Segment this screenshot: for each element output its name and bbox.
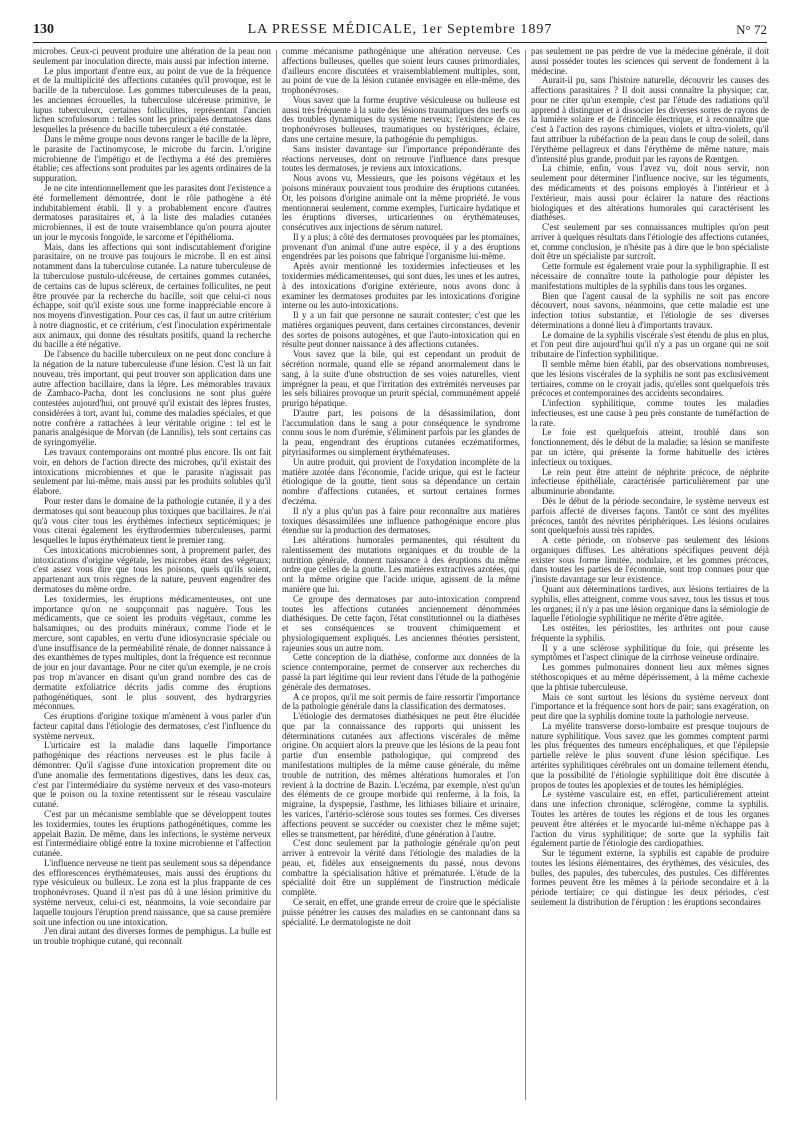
paragraph: Le plus important d'entre eux, au point de vue de la fréquence et de la multiplicité des affections cutanées qu'il provoque, est le bacille de la tuberculose. Les gommes tuberculeuses de la peau, les anciennes écrouelles, la tuberculose ulcéreuse primitive, le lupus tuberculeux, certaines folliculites, représentant l'ancien lichen scrofulosorum : telles sont les principales dermatoses dans lesquelles la présence du bacille tuberculeux a été constatée.	[33, 65, 271, 135]
column-divider	[525, 50, 526, 1100]
paragraph: L'influence nerveuse ne tient pas seulement sous sa dépendance des efflorescences érythémateuses, mais aussi des éruptions du type vésiculeux ou bulleux. Le zona est la plus frappante de ces trophonévroses. Quand il n'est pas dû à une lésion primitive du système nerveux, celui-ci est, néanmoins, la voie secondaire par laquelle toujours l'éruption prend naissance, que sa cause première soit une infection ou une intoxication.	[33, 857, 271, 927]
page-number: 130	[33, 22, 54, 37]
column-divider	[276, 50, 277, 1100]
paragraph: Il y a une sclérose syphilitique du foie, qui présente les symptômes et l'aspect clinique de la cirrhose veineuse ordinaire.	[531, 642, 769, 663]
paragraph: microbes. Ceux-ci peuvent produire une altération de la peau non seulement par inoculation directe, mais aussi par infection interne.	[33, 47, 271, 66]
paragraph: Le système vasculaire est, en effet, particulièrement atteint dans une infection chronique, sclérogène, comme la syphilis. Toutes les artères de toutes les régions et de tous les organes peuvent être altérées et le myocarde lui-même n'échappe pas à l'action du virus syphilitique; de sorte que la syphilis fait également partie de l'étiologie des cardiopathies.	[531, 789, 769, 849]
text-column-1	[33, 47, 271, 1102]
journal-title: LA PRESSE MÉDICALE, 1er Septembre 1897	[247, 22, 553, 37]
paragraph: La myélite transverse dorso-lombaire est presque toujours de nature syphilitique. Vous savez que les gommes comptent parmi les plus fréquentes des tumeurs encéphaliques, et que l'épilepsie partielle relève le plus souvent d'une lésion spécifique. Les artérites syphilitiques cérébrales ont un domaine tellement étendu, que la possibilité de l'étiologie syphilitique doit être discutée à propos de toutes les apoplexies et de toutes les hémiplégies.	[531, 720, 769, 790]
paragraph: Dès le début de la période secondaire, le système nerveux est parfois affecté de diverses façons. Tantôt ce sont des myélites précoces, tantôt des névrites périphériques. Les lésions oculaires sont quelquefois aussi très rapides.	[531, 495, 769, 536]
paragraph: comme mécanisme pathogénique une altération nerveuse. Ces affections bulleuses, quelles que soient leurs causes primordiales, d'ailleurs encore discutées et vraisemblablement multiples, sont, au point de vue de la lésion cutanée envisagée en elle-même, des trophonévroses.	[282, 47, 520, 96]
paragraph: Les toxidermies, les éruptions médicamenteuses, ont une importance qu'on ne soupçonnait pas naguère. Tous les médicaments, que ce soient les produits végétaux, comme les balsamiques, ou des produits minéraux, comme l'iode et le mercure, sont capables, en vertu d'une idiosyncrasie spéciale ou d'une insuffisance de la perméabilité rénale, de donner naissance à des exanthèmes de types multiples, dont la fréquence est reconnue de jour en jour davantage. Pour ne citer qu'un exemple, je ne crois pas trop m'avancer en disant qu'un grand nombre des cas de dermatite exfoliatrice décrits jadis comme des éruptions pathogénétiques, sont le plus souvent, des hydrargyries méconnues.	[33, 593, 271, 712]
paragraph: Les travaux contemporains ont montré plus encore. Ils ont fait voir, en dehors de l'action directe des microbes, qu'il existait des intoxications microbiennes et que le parasite n'agissait pas seulement par lui-même, mais aussi par les produits solubles qu'il élabore.	[33, 447, 271, 497]
paragraph: Vous savez que la bile, qui est cependant un produit de sécrétion normale, quand elle se répand anormalement dans le sang, à la suite d'une obstruction de ses voies naturelles, vient imprégner la peau, et que l'irritation des extrémités nerveuses par les sels biliaires provoque un prurit spécial, communément appelé prurigo hépatique.	[282, 349, 520, 409]
paragraph: C'est par un mécanisme semblable que se développent toutes les toxidermies, toutes les éruptions pathogénétiques, comme les appelait Bazin. De même, dans les infections, le système nerveux est l'intermédiaire obligé entre la toxine microbienne et l'affection cutanée.	[33, 808, 271, 859]
paragraph: Après avoir mentionné les toxidermies infectieuses et les toxidermies médicamenteuses, qui sont dues, les unes et les autres, à des intoxications d'origine extérieure, nous avons donc à examiner les dermatoses produites par les intoxications d'origine interne ou les auto-intoxications.	[282, 261, 520, 311]
paragraph: A ce propos, qu'il me soit permis de faire ressortir l'importance de la pathologie générale dans la classification des dermatoses.	[282, 691, 520, 712]
text-column-2	[282, 47, 520, 1102]
issue-number: N° 72	[736, 22, 767, 37]
paragraph: A cette période, on n'observe pas seulement des lésions organiques diffuses. Les altérations spécifiques peuvent déjà exister sous forme limitée, nodulaire, et les gommes précoces, dans toutes les parties de l'économie, sont trop connues pour que j'insiste davantage sur leur existence.	[531, 535, 769, 585]
paragraph: L'urticaire est la maladie dans laquelle l'importance pathogénique des réactions nerveuses est le plus facile à démontrer. Qu'il s'agisse d'une intoxication proprement dite ou d'une anomalie des fermentations digestives, dans les deux cas, c'est par l'intermédiaire du système nerveux et des vaso-moteurs que le poison ou la toxine retentissent sur le réseau vasculaire cutané.	[33, 740, 271, 810]
paragraph: Il semble même bien établi, par des observations nombreuses, que les lésions viscérales de la syphilis ne sont pas exclusivement tertiaires, comme on le croyait jadis, qu'elles sont quelquefois très précoces et contemporaines des accidents secondaires.	[531, 359, 769, 399]
paragraph: Il y a un fait que personne ne saurait contester; c'est que les matières organiques peuvent, dans certaines circonstances, devenir des sortes de poisons autogènes, et que l'auto-intoxication qui en résulte peut donner naissance à des affections cutanées.	[282, 310, 520, 350]
paragraph: Les gommes pulmonaires donnent lieu aux mêmes signes stéthoscopiques et au même dépérissement, à la même cachexie que la phtisie tuberculeuse.	[531, 662, 769, 692]
paragraph: Le foie est quelquefois atteint, troublé dans son fonctionnement, dès le début de la maladie; sa lésion se manifeste par un ictère, qui présente la forme habituelle des ictères infectieux ou toxiques.	[531, 427, 769, 467]
paragraph: J'en dirai autant des diverses formes de pemphigus. La bulle est un trouble trophique cutané, qui reconnaît	[33, 926, 271, 947]
paragraph: Le domaine de la syphilis viscérale s'est étendu de plus en plus, et l'on peut dire aujourd'hui qu'il n'y a pas un organe qui ne soit tributaire de l'infection syphilitique.	[531, 329, 769, 360]
paragraph: Sur le tégument externe, la syphilis est capable de produire toutes les lésions élémentaires, des érythèmes, des vésicules, des bulles, des papules, des tubercules, des pustules. Ces différentes formes peuvent être les mêmes à la période secondaire et à la période tertiaire; ce qui distingue les deux périodes, c'est seulement la distribution de l'éruption : les éruptions secondaires	[531, 848, 769, 907]
paragraph: Le rein peut être atteint de néphrite précoce, de néphrite infectieuse épithéliale, caractérisée particulièrement par une albuminurie abondante.	[531, 466, 769, 497]
paragraph: Mais ce sont surtout les lésions du système nerveux dont l'importance et la fréquence sont hors de pair; sans exagération, on peut dire que la syphilis domine toute la pathologie nerveuse.	[531, 691, 769, 722]
text-column-3	[531, 47, 769, 1102]
paragraph: Cette conception de la diathèse, conforme aux données de la science contemporaine, permet de conserver aux recherches du passé la part légitime qui leur revient dans l'étude de la pathogénie générale des dermatoses.	[282, 652, 520, 692]
paragraph: Cette formule est également vraie pour la syphiligraphie. Il est nécessaire de connaître toute la pathologie pour dépister les manifestations multiples de la syphilis dans tous les organes.	[531, 261, 769, 291]
paragraph: D'autre part, les poisons de la désassimilation, dont l'accumulation dans le sang a pour conséquence le syndrome connu sous le nom d'urémie, s'éliminent parfois par les glandes de la peau, engendrant des éruptions cutanées eczématiformes, pityriasiformes ou simplement érythémateuses.	[282, 407, 520, 458]
paragraph: Dans le même groupe nous devons ranger le bacille de la lèpre, le parasite de l'actinomycose, le microbe du farcin. L'origine microbienne de l'impétigo et de l'ecthyma a été des premières établie; ces affections sont produites par les agents ordinaires de la suppuration.	[33, 134, 271, 184]
paragraph: Quant aux déterminations tardives, aux lésions tertiaires de la syphilis, elles atteignent, comme vous savez, tous les tissus et tous les organes; il n'y a pas une lésion organique dans la sémiologie de laquelle l'étiologie syphilitique ne mérite d'être agitée.	[531, 583, 769, 624]
paragraph: Vous savez que la forme éruptive vésiculeuse ou bulleuse est aussi très fréquente à la suite des lésions traumatiques des nerfs ou des troubles dynamiques du système nerveux; l'existence de ces trophonévroses bulleuses, traumatiques ou hystériques, éclaire, dans une certaine mesure, la pathogénie du pemphigus.	[282, 94, 520, 145]
paragraph: De l'absence du bacille tuberculeux on ne peut donc conclure à la négation de la nature tuberculeuse d'une lésion. C'est là un fait nouveau, très important, qui peut trouver son application dans une autre affection bacillaire, dans la lèpre. Les mémorables travaux de Zambaco-Pacha, dont les conclusions ne sont plus guère contestées aujourd'hui, ont prouvé qu'il existait des lèpres frustes, considérées à tort, avant lui, comme des maladies spéciales, et que notre confrère a rattachées à leur véritable origine : tel est le panaris analgésique de Morvan (de Lannilis), tels sont certains cas de syringomyélie.	[33, 349, 271, 448]
paragraph: Un autre produit, qui provient de l'oxydation incomplète de la matière azotée dans l'économie, l'acide urique, qui est le facteur étiologique de la goutte, tient sous sa dépendance un certain nombre d'affections cutanées, et surtout certaines formes d'eczéma.	[282, 456, 520, 506]
paragraph: Mais, dans les affections qui sont indiscutablement d'origine parasitaire, on ne trouve pas toujours le microbe. Il en est ainsi notamment dans la tuberculose cutanée. La nature tuberculeuse de la tuberculose pustulo-ulcéreuse, de certaines gommes cutanées, de certains cas de lupus scléreux, de certaines folliculites, ne peut être prouvée par la recherche du bacille, soit que celui-ci nous échappe, soit qu'il existe sous une forme inappréciable encore à nos moyens d'investigation. Pour ces cas, il faut un autre critérium à notre diagnostic, et ce critérium, c'est l'inoculation expérimentale aux animaux, qui donne des résultats positifs, quand la recherche du bacille a été négative.	[33, 241, 271, 350]
page-header	[33, 22, 767, 43]
paragraph: Les ostéites, les périostites, les arthrites ont pour cause fréquente la syphilis.	[531, 623, 769, 643]
paragraph: L'étiologie des dermatoses diathésiques ne peut être élucidée que par la connaissance des rapports qui unissent les déterminations cutanées aux affections viscérales de même origine. On acquiert alors la preuve que les lésions de la peau font partie d'un ensemble pathologique, qui comprend des manifestations multiples de la même cause générale, du même trouble de nutrition, des mêmes altérations humorales et l'on revient à la doctrine de Bazin. L'eczéma, par exemple, n'est qu'un des éléments de ce groupe morbide qui renferme, à la fois, la migraine, la dyspepsie, l'asthme, les lithiases biliaire et urinaire, les varices, l'artério-sclérose sous toutes ses formes. Ces diverses affections peuvent se succéder ou coexister chez le même sujet; elles se transmettent, par hérédité, d'une génération à l'autre.	[282, 711, 520, 839]
paragraph: Je ne cite intentionnellement que les parasites dont l'existence a été formellement démontrée, dont le rôle pathogène a été indubitablement établi. Il y a probablement encore d'autres dermatoses parasitaires et, à la liste des maladies cutanées microbiennes, il est de toute vraisemblance qu'on pourra ajouter un jour le mycosis fongoïde, le sarcome et l'épithélioma.	[33, 182, 271, 242]
paragraph: Sans insister davantage sur l'importance prépondérante des réactions nerveuses, dont on retrouve l'influence dans presque toutes les dermatoses, je reviens aux intoxications.	[282, 143, 520, 174]
paragraph: C'est donc seulement par la pathologie générale qu'on peut arriver à entrevoir la vérité dans l'étiologie des maladies de la peau, et, fidèles aux enseignements du passé, nous devons combattre la spécialisation hâtive et prématurée. L'étude de la spécialité doit être un supplément de l'instruction médicale complète.	[282, 838, 520, 898]
paragraph: Ce groupe des dermatoses par auto-intoxication comprend toutes les affections cutanées anciennement dénommées diathésiques. De cette façon, l'état constitutionnel ou la diathèses et ses conséquences se trouvent chimiquement et physiologiquement expliqués. Les anciennes théories persistent, rajeunies sous un autre nom.	[282, 593, 520, 653]
paragraph: L'infection syphilitique, comme toutes les maladies infectieuses, est une cause à peu près constante de tuméfaction de la rate.	[531, 398, 769, 428]
paragraph: La chimie, enfin, vous l'avez vu, doit nous servir, non seulement pour déterminer l'influence nocive, sur les téguments, des médicaments et des poisons employés à l'intérieur et à l'extérieur, mais aussi pour éclairer la nature des réactions biologiques et des altérations humorales qui caractérisent les diathèses.	[531, 163, 769, 223]
paragraph: Les altérations humorales permanentes, qui résultent du ralentissement des mutations organiques et du trouble de la nutrition générale, donnent naissance à des éruptions du même ordre que celles de la goutte. Les matières extractives azotées, qui ont la même origine que l'acide urique, agissent de la même manière que lui.	[282, 535, 520, 594]
paragraph: Il n'y a plus qu'un pas à faire pour reconnaître aux matières toxiques désassimilées une influence pathogénique encore plus étendue sur la production des dermatoses.	[282, 505, 520, 536]
paragraph: Ce serait, en effet, une grande erreur de croire que le spécialiste puisse pénétrer les causes des maladies en se cantonnant dans sa spécialité. Le dermatologiste ne doit	[282, 896, 520, 927]
paragraph: pas seulement ne pas perdre de vue la médecine générale, il doit aussi posséder toutes les sciences qui servent de fondement à la médecine.	[531, 47, 769, 76]
paragraph: Bien que l'agent causal de la syphilis ne soit pas encore découvert, nous savons, néanmoins, que cette maladie est une infection totius substantiæ, et l'étiologie de ses diverses déterminations a donné lieu à d'importants travaux.	[531, 290, 769, 330]
paragraph: Ces éruptions d'origine toxique m'amènent à vous parler d'un facteur capital dans l'étiologie des dermatoses, c'est l'influence du système nerveux.	[33, 711, 271, 741]
paragraph: C'est seulement par ses connaissances multiples qu'on peut arriver à quelques résultats dans l'étiologie des affections cutanées, et, comme conclusion, je n'hésite pas à dire que le bon spécialiste doit être un spécialiste par surcroît.	[531, 222, 769, 262]
paragraph: Nous avons vu, Messieurs, que les poisons végétaux et les poisons minéraux pouvaient tous produire des éruptions cutanées. Or, les poisons d'origine animale ont la même propriété. Je vous mentionnerai seulement, comme exemples, l'urticaire hydatique et les éruptions diverses, urticariennes ou érythémateuses, consécutives aux injections de sérum naturel.	[282, 173, 520, 233]
paragraph: Il y a plus; à côté des dermatoses provoquées par les ptomaïnes, provenant d'un animal d'une autre espèce, il y a des éruptions engendrées par les poisons que fabrique l'organisme lui-même.	[282, 231, 520, 262]
paragraph: Pour rester dans le domaine de la pathologie cutanée, il y a des dermatoses qui sont beaucoup plus toxiques que bacillaires. Je n'ai qu'à vous citer tous les érythèmes infectieux septicémiques; je vous citerai également les érythrodermies tuberculeuses, parmi lesquelles le lupus érythémateux tient le premier rang.	[33, 495, 271, 546]
paragraph: Aurait-il pu, sans l'histoire naturelle, découvrir les causes des affections parasitaires ? Il doit aussi connaître la physique; car, pour ne citer qu'un exemple, c'est par l'étude des radiations qu'il apprend à distinguer et à dissocier les diverses sortes de rayons de la lumière solaire et de l'étincelle électrique, et à reconnaître que c'est à l'action des rayons chimiques, violets et ultra-violets, qu'il faut attribuer la rubéfaction de la peau dans le coup de soleil, dans l'érythème pellagreux et dans l'érythème de même nature, mais d'intensité plus grande, produit par les rayons de Rœntgen.	[531, 75, 769, 164]
paragraph: Ces intoxications microbiennes sont, à proprement parler, des intoxications d'origine végétale, les microbes étant des végétaux; c'est assez vous dire que tous les poisons, quels qu'ils soient, appartenant aux trois règnes de la nature, peuvent engendrer des dermatoses du même ordre.	[33, 544, 271, 594]
